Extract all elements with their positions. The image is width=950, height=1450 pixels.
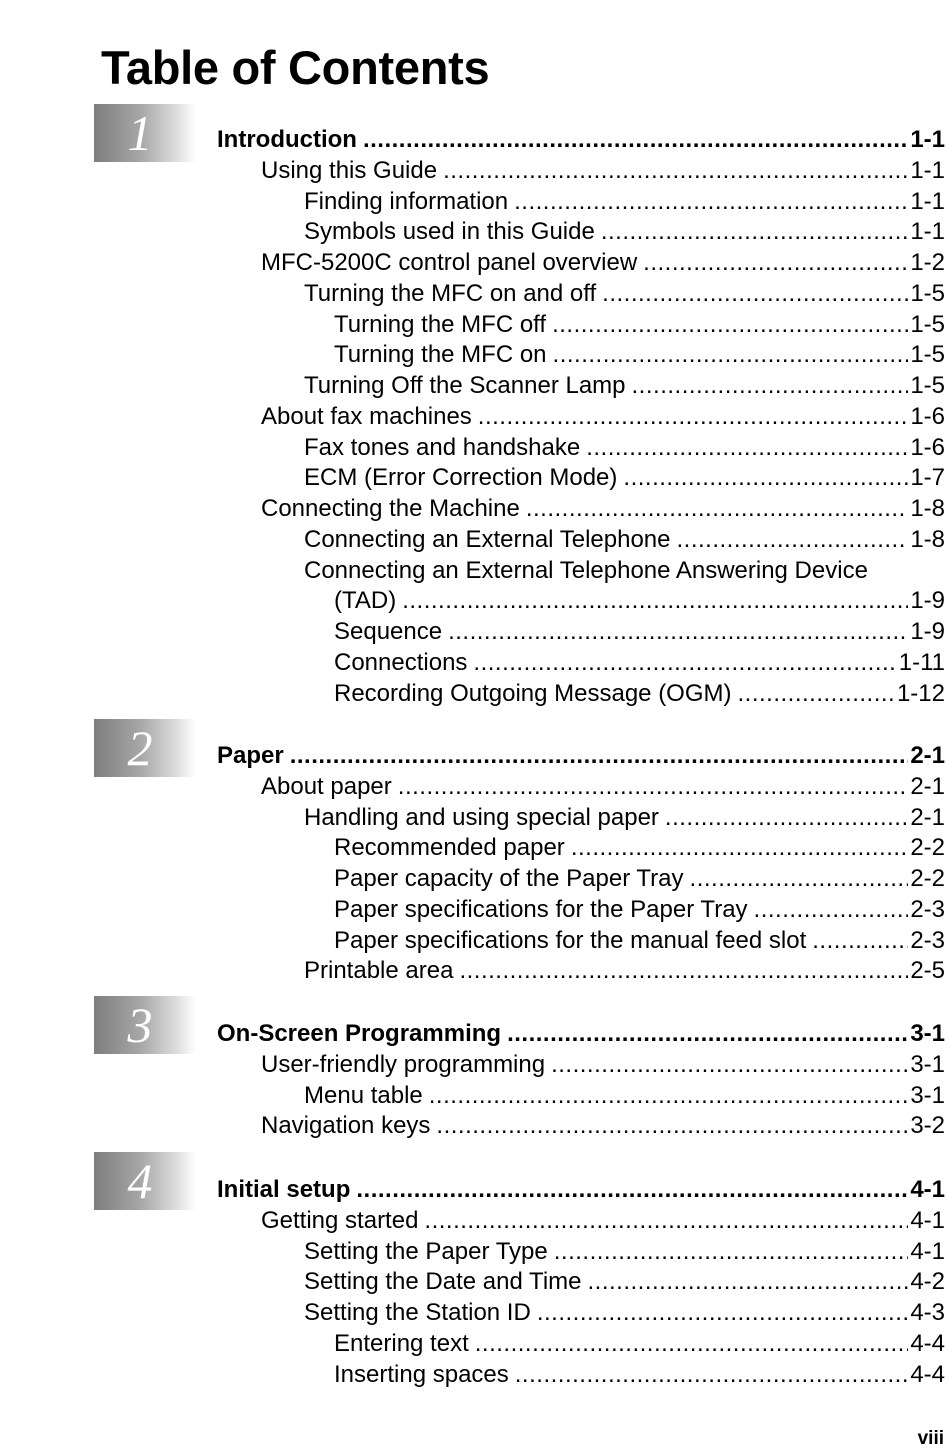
dot-leader [520,493,908,524]
toc-entry-title: Paper capacity of the Paper Tray [334,865,684,892]
page-number: viii [917,1428,944,1449]
toc-entry-page: 3-1 [910,1051,945,1078]
toc-entry-page: 4-1 [910,1176,945,1203]
toc-entry-title: Recommended paper [334,834,565,861]
toc-entry-title: Fax tones and handshake [304,434,581,461]
toc-entry-title: ECM (Error Correction Mode) [304,464,618,491]
chapter-tab [94,996,196,1054]
toc-entry-title: Connecting the Machine [261,495,520,522]
toc-entry[interactable] [334,339,945,370]
toc-entry[interactable] [334,832,945,863]
toc-entry[interactable] [334,678,945,709]
toc-entry-page: 4-2 [910,1268,945,1295]
toc-entry-page: 1-1 [910,157,945,184]
toc-entry[interactable] [304,955,945,986]
dot-leader [548,1236,909,1267]
dot-leader [501,1018,908,1049]
toc-entry[interactable] [304,1236,945,1267]
toc-entry-page: 1-6 [910,434,945,461]
toc-entry[interactable] [304,186,945,217]
toc-entry-title: MFC-5200C control panel overview [261,249,638,276]
toc-entry-page: 2-1 [910,742,945,769]
toc-entry-page: 4-1 [910,1238,945,1265]
toc-entry-title: Entering text [334,1330,469,1357]
toc-entry-title: Sequence [334,618,443,645]
toc-entry-page: 1-1 [910,218,945,245]
toc-entry[interactable] [334,309,945,340]
toc-entry-page: 4-4 [910,1330,945,1357]
dot-leader [509,1359,909,1390]
toc-entry-page: 1-1 [910,126,945,153]
toc-entry[interactable] [304,1266,945,1297]
dot-leader [547,339,909,370]
dot-leader [565,832,909,863]
toc-entry-title: (TAD) [334,587,397,614]
toc-entry[interactable] [304,802,945,833]
toc-entry-title: Paper [217,742,284,769]
toc-entry-page: 1-6 [910,403,945,430]
chapter-number: 3 [127,997,153,1053]
toc-entry-page: 1-2 [910,249,945,276]
toc-entry-page: 2-3 [910,896,945,923]
page-title: Table of Contents [101,41,490,94]
toc-entry-title: Finding information [304,188,509,215]
toc-entry-title: On-Screen Programming [217,1020,502,1047]
toc-entry-title: Setting the Station ID [304,1299,531,1326]
toc-entry-page: 1-8 [910,495,945,522]
toc-entry-title: Printable area [304,957,454,984]
toc-entry-page: 1-12 [896,680,945,707]
toc-entry-page: 1-9 [910,618,945,645]
toc-entry[interactable] [304,370,945,401]
dot-leader [430,1110,908,1141]
toc-entry-page: 1-1 [910,188,945,215]
toc-entry[interactable] [334,863,945,894]
dot-leader [418,1205,908,1236]
toc-entry-page: 4-1 [910,1207,945,1234]
chapter-tab [94,719,196,777]
toc-entry[interactable] [304,278,945,309]
dot-leader [626,370,909,401]
dot-leader [671,524,909,555]
toc-entry-title: Turning the MFC on [334,341,547,368]
dot-leader [596,278,908,309]
chapter-tab [94,1152,196,1210]
dot-leader [392,771,909,802]
toc-entry-page: 2-2 [910,865,945,892]
toc-entry-page: 3-2 [910,1112,945,1139]
toc-chapter-entry[interactable] [217,1174,945,1205]
toc-chapter-entry[interactable] [217,124,945,155]
toc-entry-page: 3-1 [910,1082,945,1109]
toc-entry[interactable] [261,155,945,186]
dot-leader [748,894,909,925]
dot-leader [467,647,896,678]
dot-leader [469,1328,909,1359]
toc-entry-page: 2-1 [910,773,945,800]
toc-entry-page: 1-5 [910,311,945,338]
toc-entry-title: Paper specifications for the manual feed slot [334,927,807,954]
toc-entry[interactable] [304,555,945,586]
toc-entry-title: About paper [261,773,392,800]
toc-entry[interactable] [334,1359,945,1390]
dot-leader [595,216,909,247]
dot-leader [350,1174,908,1205]
dot-leader [472,401,909,432]
dot-leader [806,925,908,956]
toc-entry[interactable] [304,1297,945,1328]
toc-entry-title: Turning the MFC on and off [304,280,597,307]
toc-entry[interactable] [304,216,945,247]
toc-entry[interactable] [304,524,945,555]
toc-entry[interactable] [261,401,945,432]
toc-entry[interactable] [334,894,945,925]
dot-leader [531,1297,909,1328]
dot-leader [508,186,908,217]
dot-leader [545,1049,908,1080]
toc-entry-title: Getting started [261,1207,419,1234]
toc-entry[interactable] [334,925,945,956]
toc-entry-title: Turning Off the Scanner Lamp [304,372,626,399]
toc-entry-title: Paper specifications for the Paper Tray [334,896,748,923]
toc-entry-page: 4-4 [910,1361,945,1388]
toc-entry-page: 1-5 [910,280,945,307]
toc-entry-title: User-friendly programming [261,1051,546,1078]
toc-chapter-entry[interactable] [217,1018,945,1049]
toc-entry[interactable] [334,1328,945,1359]
toc-entry-title: Connections [334,649,468,676]
toc-entry-page: 2-5 [910,957,945,984]
dot-leader [582,1266,909,1297]
toc-entry-title: About fax machines [261,403,472,430]
toc-entry-page: 2-2 [910,834,945,861]
dot-leader [437,155,908,186]
toc-entry-title: Recording Outgoing Message (OGM) [334,680,732,707]
toc-entry-page: 2-1 [910,804,945,831]
dot-leader [546,309,908,340]
dot-leader [637,247,908,278]
dot-leader [284,740,909,771]
dot-leader [580,432,908,463]
toc-entry-title: Turning the MFC off [334,311,547,338]
dot-leader [617,462,908,493]
toc-entry-page: 1-5 [910,372,945,399]
toc-entry-title: Connecting an External Telephone [304,526,671,553]
toc-entry-page: 2-3 [910,927,945,954]
dot-leader [659,802,908,833]
toc-entry-page: 1-9 [910,587,945,614]
toc-entry[interactable] [334,585,945,616]
toc-entry-title: Inserting spaces [334,1361,509,1388]
toc-entry-page: 1-7 [910,464,945,491]
toc-entry-title: Menu table [304,1082,423,1109]
dot-leader [684,863,909,894]
chapter-number: 4 [127,1153,153,1209]
toc-entry[interactable] [304,432,945,463]
dot-leader [732,678,895,709]
dot-leader [357,124,908,155]
dot-leader [396,585,908,616]
toc-entry-title: Setting the Date and Time [304,1268,582,1295]
toc-entry-title: Navigation keys [261,1112,431,1139]
toc-chapter-entry[interactable] [217,740,945,771]
toc-entry[interactable] [304,1080,945,1111]
dot-leader [442,616,908,647]
toc-entry[interactable] [261,1049,945,1080]
toc-entry-page: 1-11 [898,649,945,676]
toc-entry-title: Initial setup [217,1176,351,1203]
toc-entry[interactable] [304,462,945,493]
toc-entry-title: Handling and using special paper [304,804,659,831]
toc-entry[interactable] [261,1205,945,1236]
toc-entry-page: 3-1 [910,1020,945,1047]
toc-entry-title: Connecting an External Telephone Answering Device [304,557,868,584]
toc-entry-title: Using this Guide [261,157,438,184]
toc-entry[interactable] [261,247,945,278]
dot-leader [423,1080,909,1111]
toc-entry-title: Introduction [217,126,357,153]
toc-entry-title: Symbols used in this Guide [304,218,595,245]
toc-entry[interactable] [261,1110,945,1141]
dot-leader [453,955,908,986]
chapter-number: 1 [127,105,153,161]
toc-entry-title: Setting the Paper Type [304,1238,548,1265]
toc-entry[interactable] [261,771,945,802]
toc-entry-page: 4-3 [910,1299,945,1326]
toc-entry[interactable] [334,647,945,678]
chapter-number: 2 [127,720,153,776]
toc-entry[interactable] [334,616,945,647]
chapter-tab [94,104,196,162]
toc-entry-page: 1-5 [910,341,945,368]
toc-entry-page: 1-8 [910,526,945,553]
toc-entry[interactable] [261,493,945,524]
